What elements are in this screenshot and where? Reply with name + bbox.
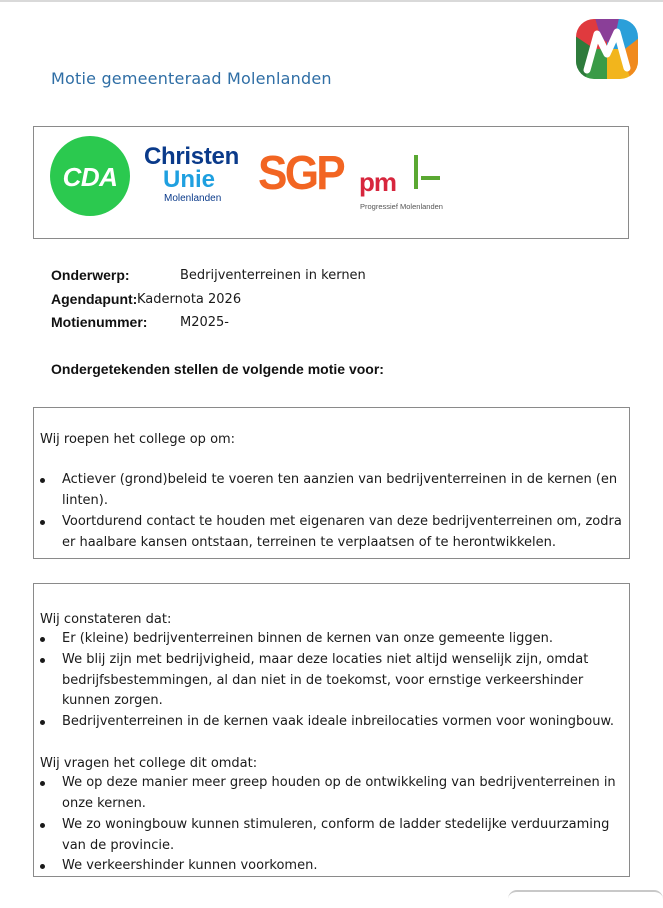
bullet-icon <box>40 637 45 642</box>
meta-label: Motienummer: <box>51 314 148 330</box>
pm-logo-text: pm <box>359 167 396 197</box>
bullet-icon <box>40 520 45 525</box>
meta-value: Kadernota 2026 <box>137 292 242 307</box>
pm-logo-subtitle: Progressief Molenlanden <box>360 202 443 211</box>
meta-onderwerp <box>51 267 366 284</box>
meta-value: Bedrijventerreinen in kernen <box>180 268 366 283</box>
christenunie-logo-sub: Molenlanden <box>164 193 222 204</box>
considerations-box: Wij constateren dat: Er (kleine) bedrijventerreinen binnen de kernen van onze gemeente liggen. We blij zijn met bedrijvigheid, maar deze locaties niet altijd wenselijk zijn, omdat bedrijfsbestemmingen, al dan niet in de toekomst, voor ernstige verkeershinder kunnen zorgen. Bedrijventerreinen in de kernen vaak ideale inbreilocaties vormen voor woningbouw. Wij vragen het college dit omdat: We op deze manier meer greep houden op de ontwikkeling van bedrijventerreinen in onze kernen. We zo woningbouw kunnen stimuleren, conform de ladder stedelijke verduurzaming van de provincie. We verkeershinder kunnen voorkomen. <box>33 583 630 877</box>
bullet-icon <box>40 781 45 786</box>
bullet-icon <box>40 864 45 869</box>
considerations-heading-1: Wij constateren dat: <box>40 612 172 627</box>
page-scroll-indicator[interactable] <box>508 890 663 908</box>
document-title: Motie gemeenteraad Molenlanden <box>51 69 332 88</box>
meta-label: Agendapunt: <box>51 291 138 307</box>
molenlanden-corner-logo <box>575 18 639 80</box>
meta-agendapunt <box>51 291 242 308</box>
meta-label: Onderwerp: <box>51 267 130 283</box>
bullet-icon <box>40 478 45 483</box>
pm-logo-plus-horizontal <box>421 176 440 180</box>
request-box: Wij roepen het college op om: Actiever (grond)beleid te voeren ten aanzien van bedrijventerreinen in de kernen (en linten). Voortdurend contact te houden met eigenaren van deze bedrijventerreinen om, zodra er haalbare kansen ontstaan, terreinen te verplaatsen of te herontwikkelen. <box>33 407 630 559</box>
considerations-heading-2: Wij vragen het college dit omdat: <box>40 756 258 771</box>
bullet-icon <box>40 823 45 828</box>
christenunie-logo-line2: Unie <box>163 166 216 193</box>
bullet-icon <box>40 720 45 725</box>
intro-statement: Ondergetekenden stellen de volgende motie voor: <box>51 361 384 377</box>
top-divider <box>0 0 663 2</box>
cda-logo <box>50 136 130 216</box>
request-heading: Wij roepen het college op om: <box>40 432 236 447</box>
pm-logo-plus-vertical <box>414 155 418 189</box>
meta-value: M2025- <box>180 315 229 330</box>
bullet-icon <box>40 658 45 663</box>
meta-motienummer <box>51 314 229 331</box>
sgp-logo: SGP <box>258 147 343 200</box>
pm-logo <box>359 155 444 215</box>
christenunie-logo-line1: Christen <box>144 143 239 170</box>
cda-logo-text: CDA <box>62 162 118 192</box>
